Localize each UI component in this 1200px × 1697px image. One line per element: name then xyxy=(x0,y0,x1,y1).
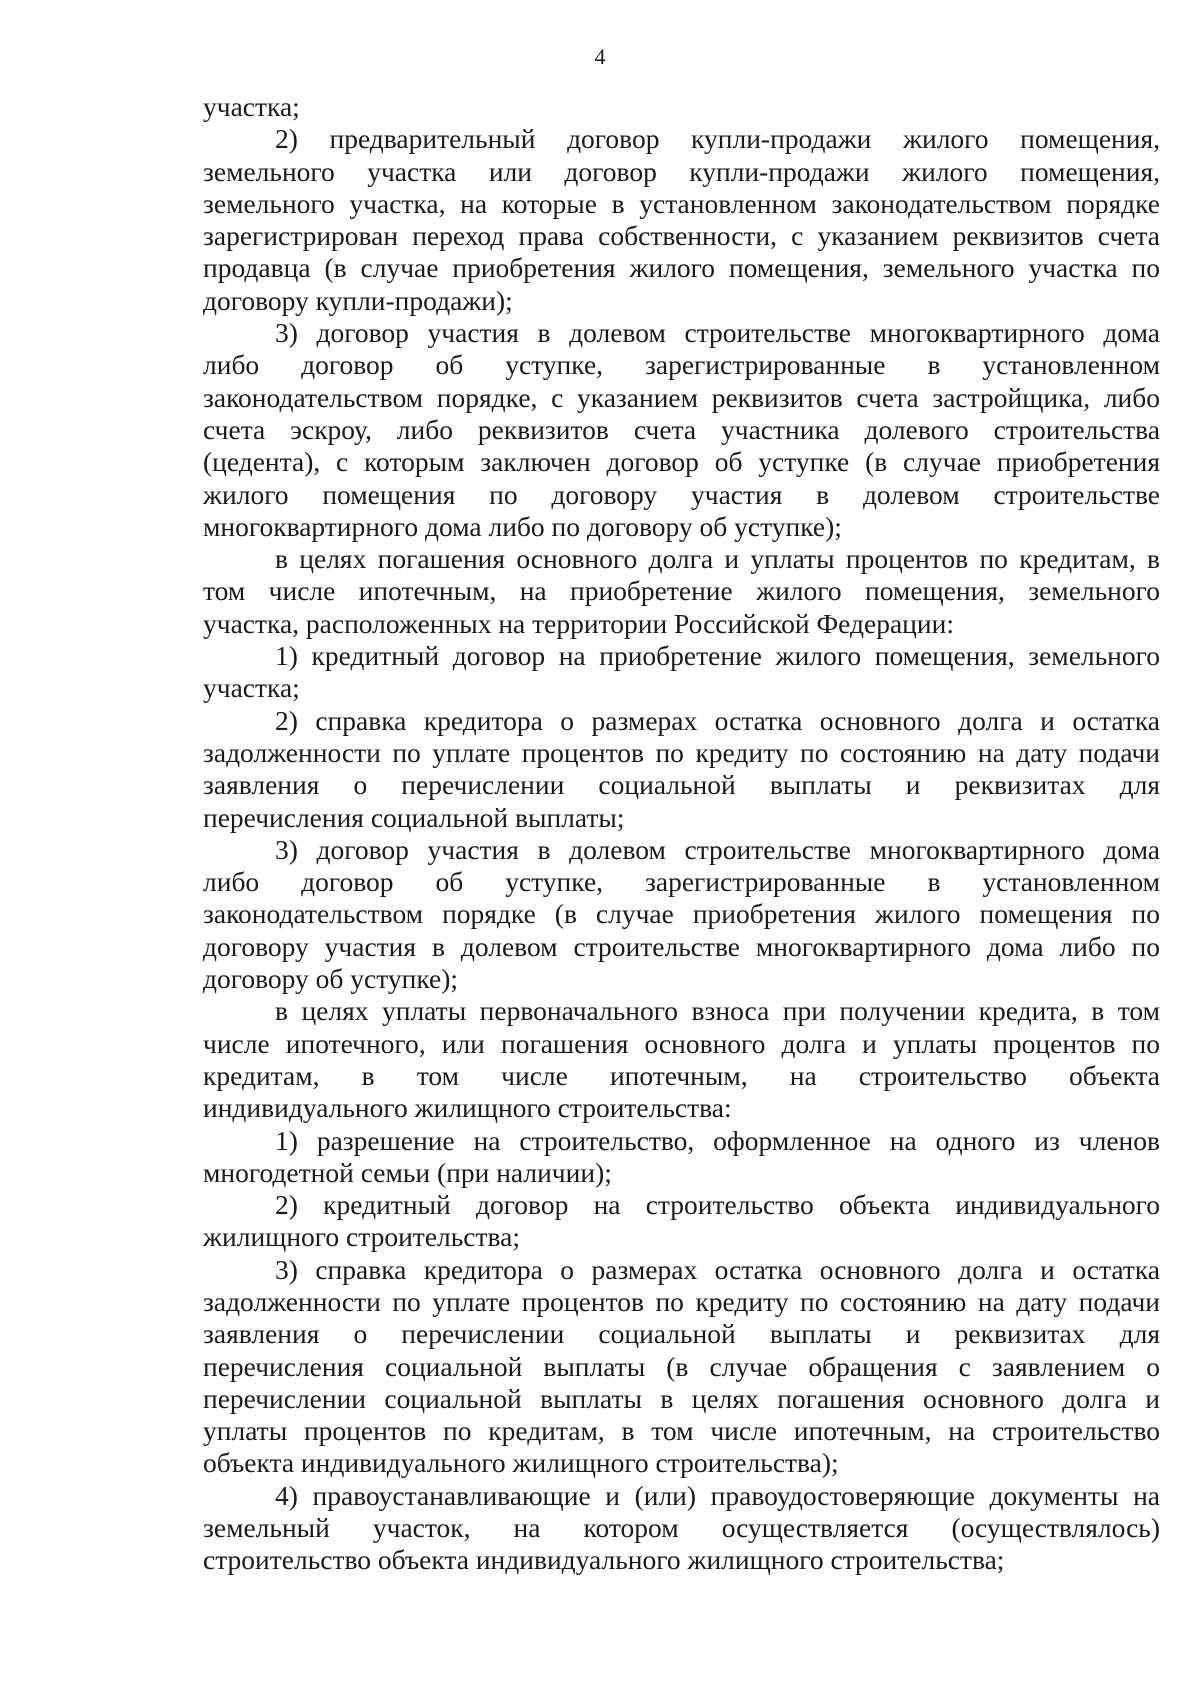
paragraph xyxy=(203,1480,1160,1577)
text-line: в целях погашения основного долга и уплаты процентов по кредитам, в xyxy=(275,543,1160,575)
text-line: заявления о перечислении социальной выплаты и реквизитах для xyxy=(203,1318,1160,1350)
document-body xyxy=(203,91,1160,1577)
text-line: в целях уплаты первоначального взноса при получении кредита, в том xyxy=(275,995,1160,1027)
text-line: счета эскроу, либо реквизитов счета участника долевого строительства xyxy=(203,413,1160,445)
text-line: либо договор об уступке, зарегистрированные в установленном xyxy=(203,866,1160,898)
text-line: 2) предварительный договор купли-продажи жилого помещения, xyxy=(275,123,1160,155)
text-line: числе ипотечного, или погашения основного долга и уплаты процентов по xyxy=(203,1027,1160,1059)
text-line: кредитам, в том числе ипотечным, на строительство объекта xyxy=(203,1059,1160,1091)
text-line: либо договор об уступке, зарегистрированные в установленном xyxy=(203,349,1160,381)
text-line: многоквартирного дома либо по договору об уступке); xyxy=(203,510,842,542)
page-number: 4 xyxy=(594,44,606,69)
text-line: участка; xyxy=(203,91,300,122)
text-line: индивидуального жилищного строительства: xyxy=(203,1092,732,1124)
text-line: земельный участок, на котором осуществляется (осуществлялось) xyxy=(203,1512,1160,1544)
paragraph xyxy=(203,91,1160,123)
text-line: 3) договор участия в долевом строительстве многоквартирного дома xyxy=(275,317,1160,349)
text-line: 4) правоустанавливающие и (или) правоудостоверяющие документы на xyxy=(275,1479,1160,1511)
text-line: законодательством порядке, с указанием реквизитов счета застройщика, либо xyxy=(203,381,1160,413)
text-line: 2) кредитный договор на строительство объекта индивидуального xyxy=(275,1189,1160,1221)
text-line: (цедента), с которым заключен договор об уступке (в случае приобретения xyxy=(203,446,1160,478)
text-line: 3) договор участия в долевом строительстве многоквартирного дома xyxy=(275,833,1160,865)
text-line: земельного участка, на которые в установленном законодательством порядке xyxy=(203,187,1160,219)
text-line: жилого помещения по договору участия в долевом строительстве xyxy=(203,478,1160,510)
paragraph xyxy=(203,123,1160,317)
paragraph xyxy=(203,640,1160,705)
text-line: участка; xyxy=(203,672,300,704)
paragraph xyxy=(203,1125,1160,1190)
text-line: жилищного строительства; xyxy=(203,1221,520,1253)
text-line: объекта индивидуального жилищного строительства); xyxy=(203,1447,839,1479)
paragraph xyxy=(203,1254,1160,1480)
text-line: строительство объекта индивидуального жилищного строительства; xyxy=(203,1544,1005,1576)
text-line: 3) справка кредитора о размерах остатка основного долга и остатка xyxy=(275,1253,1160,1285)
text-line: уплаты процентов по кредитам, в том числе ипотечным, на строительство xyxy=(203,1415,1160,1447)
text-line: участка, расположенных на территории Российской Федерации: xyxy=(203,607,954,639)
paragraph xyxy=(203,834,1160,995)
text-line: 1) разрешение на строительство, оформленное на одного из членов xyxy=(275,1124,1160,1156)
text-line: задолженности по уплате процентов по кредиту по состоянию на дату подачи xyxy=(203,736,1160,768)
text-line: договору об уступке); xyxy=(203,963,459,995)
text-line: законодательством порядке (в случае приобретения жилого помещения по xyxy=(203,898,1160,930)
paragraph xyxy=(203,317,1160,543)
text-line: договору участия в долевом строительстве многоквартирного дома либо по xyxy=(203,930,1160,962)
paragraph xyxy=(203,543,1160,640)
text-line: перечисления социальной выплаты (в случае обращения с заявлением о xyxy=(203,1350,1160,1382)
text-line: задолженности по уплате процентов по кредиту по состоянию на дату подачи xyxy=(203,1285,1160,1317)
text-line: том числе ипотечным, на приобретение жилого помещения, земельного xyxy=(203,575,1160,607)
text-line: зарегистрирован переход права собственности, с указанием реквизитов счета xyxy=(203,220,1160,252)
paragraph xyxy=(203,705,1160,834)
text-line: заявления о перечислении социальной выплаты и реквизитах для xyxy=(203,769,1160,801)
text-line: перечислении социальной выплаты в целях погашения основного долга и xyxy=(203,1382,1160,1414)
text-line: перечисления социальной выплаты; xyxy=(203,801,625,833)
paragraph xyxy=(203,1189,1160,1254)
text-line: 2) справка кредитора о размерах остатка основного долга и остатка xyxy=(275,704,1160,736)
text-line: 1) кредитный договор на приобретение жилого помещения, земельного xyxy=(275,640,1160,672)
text-line: договору купли-продажи); xyxy=(203,284,513,316)
text-line: продавца (в случае приобретения жилого помещения, земельного участка по xyxy=(203,252,1160,284)
text-line: земельного участка или договор купли-продажи жилого помещения, xyxy=(203,155,1160,187)
text-line: многодетной семьи (при наличии); xyxy=(203,1156,612,1188)
paragraph xyxy=(203,995,1160,1124)
